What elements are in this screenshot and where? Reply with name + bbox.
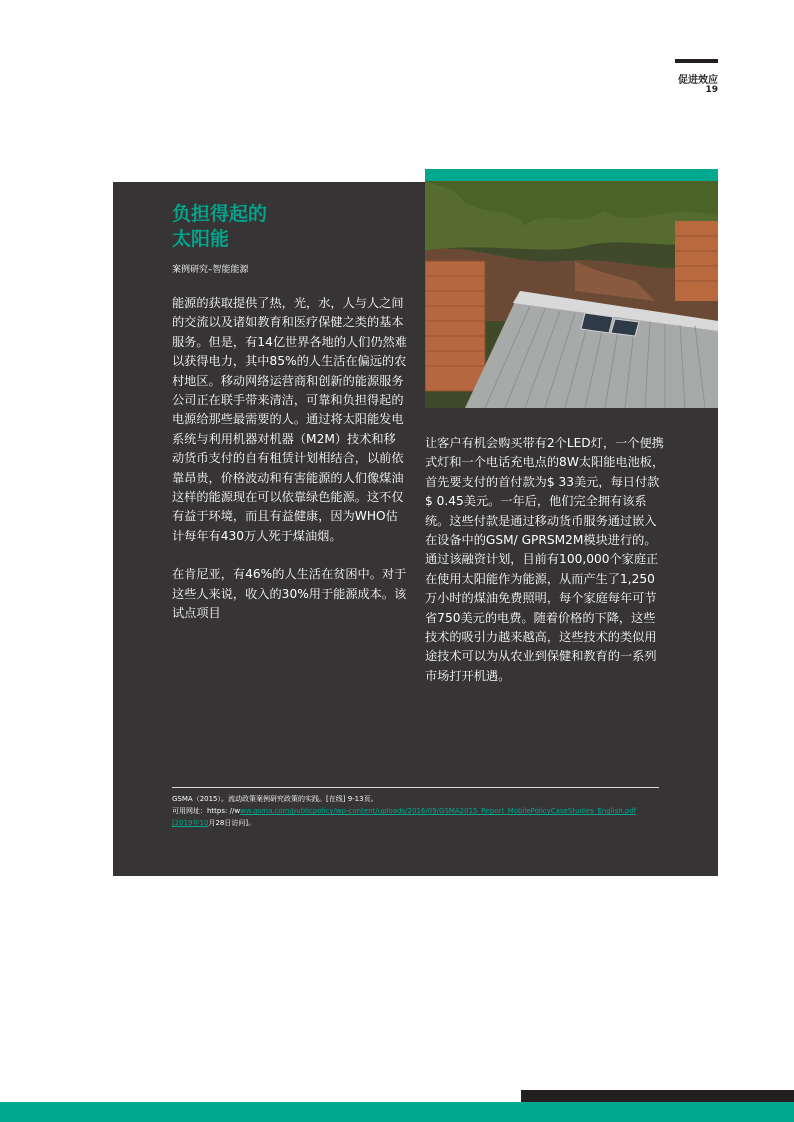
body-left-column — [172, 294, 407, 624]
footer-green-bar — [0, 1102, 794, 1122]
panel-accent-bar — [425, 169, 718, 181]
body-left-paragraph-2: 在肯尼亚，有46%的人生活在贫困中。对于这些人来说，收入的30%用于能源成本。该试点项目 — [172, 567, 407, 621]
footnote-access-line — [172, 817, 662, 829]
footer-dark-bar — [521, 1090, 794, 1102]
case-subtitle: 案例研究–智能能源 — [172, 265, 249, 275]
footnote-url-prefix: 可用网址：https: //w — [172, 807, 241, 815]
case-title-line-2: 太阳能 — [172, 228, 230, 250]
footnote-rule — [172, 787, 659, 788]
page-number: 19 — [705, 85, 718, 95]
header-rule — [675, 59, 718, 63]
solar-roof-photo — [425, 181, 718, 408]
body-right-paragraph-1: 让客户有机会购买带有2个LED灯，一个便携式灯和一个电话充电点的8W太阳能电池板，首先要支付的首付款为$ 33美元，每日付款$ 0.45美元。一年后，他们完全拥有该系统。这些付款是通过移动货币服务通过嵌入在设备中的GSM/ GPRSM2M模块进行的。通过该融资计划，目前有100,000个家庭正在使用太阳能作为能源，从而产生了1,250万小时的煤油免费照明，每个家庭每年可节省750美元的电费。随着价格的下降，这些技术的吸引力越来越高，这些技术的类似用途技术可以为从农业到保健和教育的一系列市场打开机遇。 — [425, 436, 665, 683]
footnote-access-suffix: 月28日访问]。 — [208, 819, 256, 827]
footnote-citation: GSMA（2015）。流动政策案例研究政策的实践。[在线] 9-13页。 — [172, 795, 378, 803]
body-left-paragraph-1: 能源的获取提供了热，光，水，人与人之间的交流以及诸如教育和医疗保健之类的基本服务。但是，有14亿世界各地的人们仍然难以获得电力，其中85%的人生活在偏远的农村地区。移动网络运营商和创新的能源服务公司正在联手带来清洁，可靠和负担得起的电源给那些最需要的人。通过将太阳能发电系统与利用机器对机器（M2M）技术和移动货币支付的自有租赁计划相结合，以前依靠昂贵，价格波动和有害能源的人们像煤油这样的能源现在可以依靠绿色能源。这不仅有益于环境，而且有益健康，因为WHO估计每年有430万人死于煤油烟。 — [172, 296, 407, 543]
footnote — [172, 793, 662, 829]
section-title: 促进效应 — [678, 75, 718, 86]
case-title-line-1: 负担得起的 — [172, 203, 268, 225]
photo-illustration — [425, 181, 718, 408]
footnote-url-link[interactable]: ww.gsma.com/publicpolicy/wp-content/uploads/2016/09/GSMA2015_Report_MobilePolicyCaseStudies_English.pdf — [240, 807, 637, 815]
body-right-column — [425, 434, 665, 686]
footnote-url-line — [172, 805, 662, 817]
footnote-access-date-link[interactable]: [2019年10 — [172, 819, 209, 827]
case-title — [172, 202, 412, 252]
